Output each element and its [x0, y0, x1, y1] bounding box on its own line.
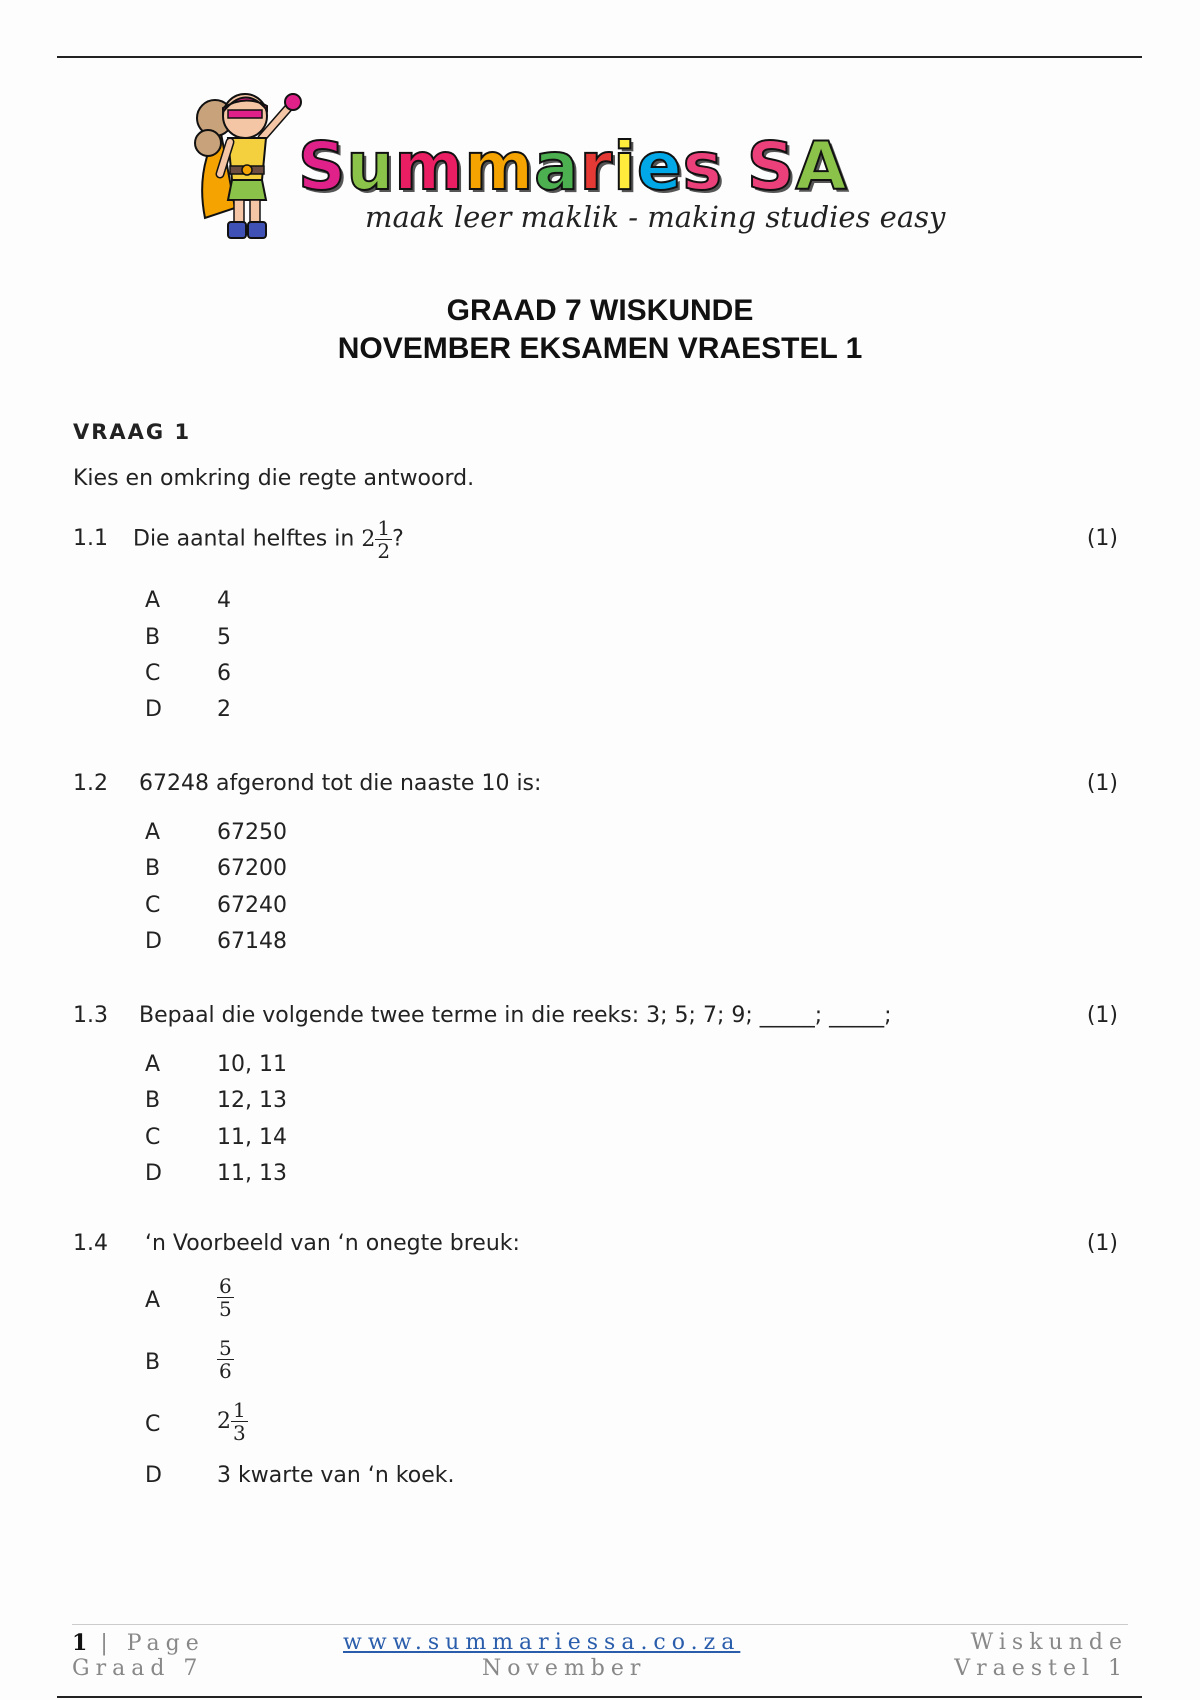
question-marks: (1) [1086, 1231, 1118, 1256]
question-text: Die aantal helftes in 2 $\frac{1}{2}$ ? [133, 516, 404, 563]
summaries-sa-logo [190, 88, 1010, 248]
fraction: $\frac{6}{5}$ [219, 1274, 232, 1321]
footer-subject: Wiskunde [970, 1630, 1128, 1655]
mixed-fraction: 2 $\frac{1}{3}$ [217, 1398, 246, 1445]
question-number: 1.1 [73, 526, 108, 551]
question-text: ‘n Voorbeeld van ‘n onegte breuk: [145, 1231, 520, 1256]
website-link[interactable]: www.summariessa.co.za [343, 1630, 741, 1655]
brand-tagline: maak leer maklik - making studies easy [365, 200, 946, 234]
question-number: 1.3 [73, 1003, 108, 1028]
question-marks: (1) [1086, 771, 1118, 796]
brand-name: Summaries SA [298, 128, 848, 205]
footer-month: November [482, 1656, 647, 1681]
instruction-text: Kies en omkring die regte antwoord. [73, 466, 475, 491]
footer-grade: Graad 7 [72, 1656, 204, 1681]
question-text: Bepaal die volgende twee terme in die reeks: 3; 5; 7; 9; _____; _____; [139, 1003, 892, 1028]
footer-paper: Vraestel 1 [954, 1656, 1128, 1681]
question-marks: (1) [1086, 526, 1118, 551]
question-number: 1.2 [73, 771, 108, 796]
top-rule [57, 56, 1142, 58]
section-heading: VRAAG 1 [73, 420, 192, 444]
bottom-rule [57, 1696, 1142, 1698]
footer-rule [72, 1624, 1128, 1625]
question-number: 1.4 [73, 1231, 108, 1256]
fraction: $\frac{1}{2}$ [377, 516, 391, 563]
page-title: GRAAD 7 WISKUNDE [446, 294, 754, 327]
fraction: $\frac{5}{6}$ [219, 1336, 232, 1383]
page-number: 1 | Page [72, 1630, 205, 1656]
mixed-whole: 2 [361, 527, 376, 552]
question-text: 67248 afgerond tot die naaste 10 is: [139, 771, 542, 796]
question-marks: (1) [1086, 1003, 1118, 1028]
page-subtitle: NOVEMBER EKSAMEN VRAESTEL 1 [337, 332, 863, 365]
